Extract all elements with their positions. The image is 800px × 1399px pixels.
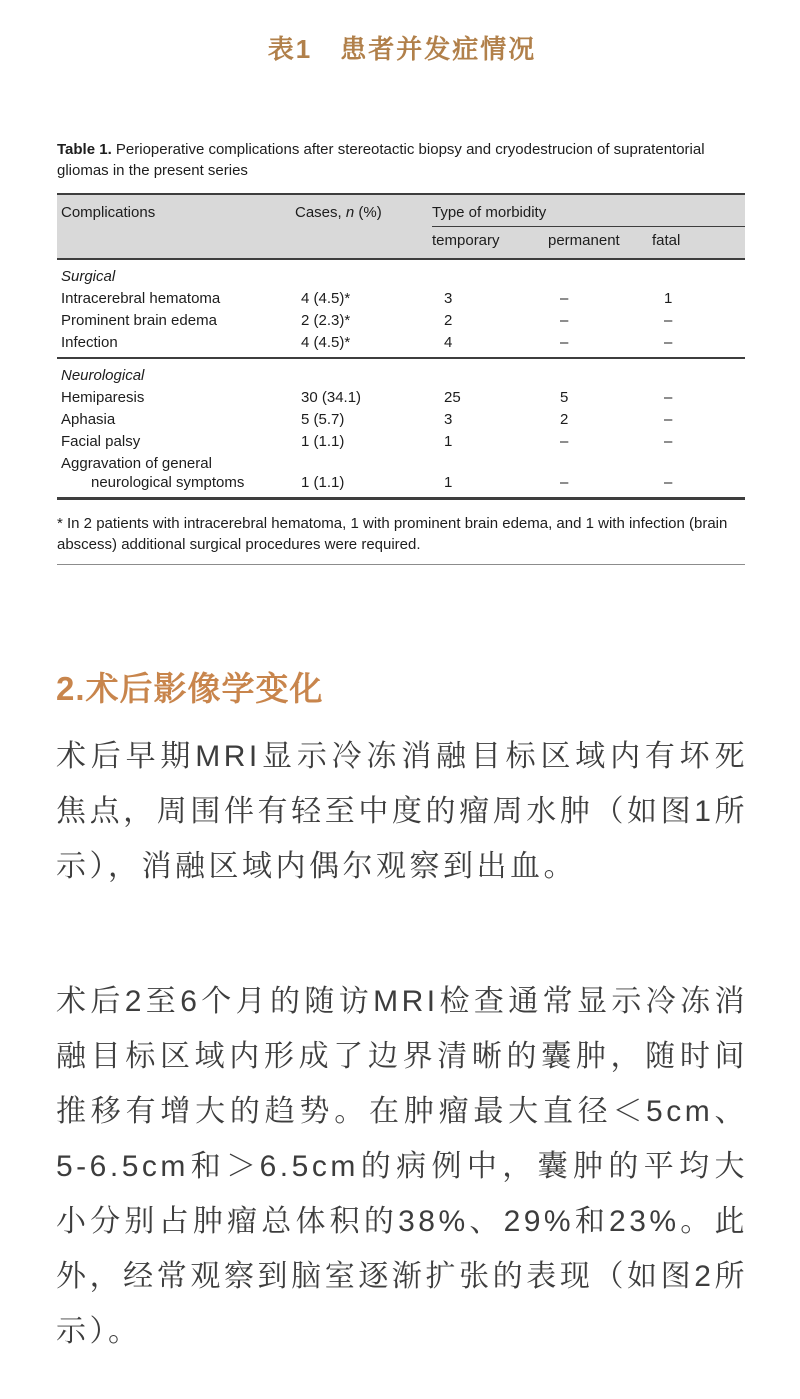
table-row <box>57 409 745 431</box>
cell-temporary: 2 <box>444 312 453 329</box>
cell-fatal: 1 <box>664 290 673 307</box>
section-neurological <box>57 358 745 499</box>
table-row <box>57 387 745 409</box>
cell-permanent: – <box>560 290 569 307</box>
table-header <box>57 194 745 259</box>
cell-temporary: 25 <box>444 389 461 406</box>
table-row <box>57 310 745 332</box>
column-header-fatal: fatal <box>652 227 745 260</box>
cell-permanent: – <box>560 433 569 450</box>
row-label: Facial palsy <box>61 433 141 450</box>
cell-permanent: – <box>560 334 569 351</box>
cell-permanent: 2 <box>560 411 569 428</box>
cell-temporary: 1 <box>444 474 453 491</box>
cell-cases: 4 (4.5)* <box>301 290 351 307</box>
row-label-line1: Aggravation of general <box>61 455 212 472</box>
row-label: Hemiparesis <box>61 389 145 406</box>
table-caption-text: Perioperative complications after stereotactic biopsy and cryodestrucion of supratentorial gliomas in the present series <box>57 141 705 179</box>
row-label: Intracerebral hematoma <box>61 290 221 307</box>
column-header-temporary: temporary <box>432 227 548 260</box>
cell-cases: 30 (34.1) <box>301 389 362 406</box>
section-label: Neurological <box>61 367 145 384</box>
section-heading: 2.术后影像学变化 <box>56 670 324 707</box>
cases-header-n: n <box>345 204 355 221</box>
divider-line <box>57 564 745 565</box>
column-header-type-of-morbidity: Type of morbidity <box>432 194 745 227</box>
cell-permanent: – <box>560 474 569 491</box>
cell-temporary: 3 <box>444 290 453 307</box>
cell-cases: 5 (5.7) <box>301 411 345 428</box>
cell-cases: 2 (2.3)* <box>301 312 351 329</box>
paragraph-followup-mri: 术后2至6个月的随访MRI检查通常显示冷冻消融目标区域内形成了边界清晰的囊肿，随时间推移有增大的趋势。在肿瘤最大直径＜5cm、5-6.5cm和＞6.5cm的病例中，囊肿的平均大小分别占肿瘤总体积的38%、29%和23%。此外，经常观察到脑室逐渐扩张的表现（如图2所示）。 <box>56 985 748 1348</box>
cases-header-part: Cases, <box>295 204 346 221</box>
row-label: Aphasia <box>61 411 116 428</box>
section-label-row <box>57 259 745 288</box>
cell-cases: 1 (1.1) <box>301 474 345 491</box>
cell-fatal: – <box>664 312 673 329</box>
table-caption <box>57 139 745 181</box>
section-label: Surgical <box>61 268 116 285</box>
cell-permanent: – <box>560 312 569 329</box>
paragraph-postop-early-mri: 术后早期MRI显示冷冻消融目标区域内有坏死焦点，周围伴有轻至中度的瘤周水肿（如图1所示），消融区域内偶尔观察到出血。 <box>56 740 748 883</box>
cases-header-part: (%) <box>354 204 382 221</box>
table-caption-label: Table 1. <box>57 141 112 158</box>
row-label-line2: neurological symptoms <box>91 474 245 491</box>
section-surgical <box>57 259 745 358</box>
cell-fatal: – <box>664 474 673 491</box>
table-figure <box>57 139 745 565</box>
cell-cases: 1 (1.1) <box>301 433 345 450</box>
cell-temporary: 3 <box>444 411 453 428</box>
cell-cases: 4 (4.5)* <box>301 334 351 351</box>
cell-temporary: 4 <box>444 334 453 351</box>
cell-fatal: – <box>664 411 673 428</box>
row-label: Prominent brain edema <box>61 312 217 329</box>
table-row <box>57 453 745 499</box>
column-header-cases <box>295 194 432 259</box>
cell-fatal: – <box>664 433 673 450</box>
table-row <box>57 288 745 310</box>
column-header-complications: Complications <box>57 194 295 259</box>
complications-table <box>57 193 745 500</box>
cell-permanent: 5 <box>560 389 569 406</box>
table-row <box>57 332 745 359</box>
cell-temporary: 1 <box>444 433 453 450</box>
cell-fatal: – <box>664 334 673 351</box>
section-label-row <box>57 358 745 387</box>
page-title: 表1 患者并发症情况 <box>267 34 537 64</box>
row-label: Infection <box>61 334 118 351</box>
row-label <box>57 453 295 499</box>
cell-fatal: – <box>664 389 673 406</box>
table-row <box>57 431 745 453</box>
table-footnote: * In 2 patients with intracerebral hematoma, 1 with prominent brain edema, and 1 with infection (brain abscess) additional surgical procedures were required. <box>57 515 728 553</box>
column-header-permanent: permanent <box>548 227 652 260</box>
